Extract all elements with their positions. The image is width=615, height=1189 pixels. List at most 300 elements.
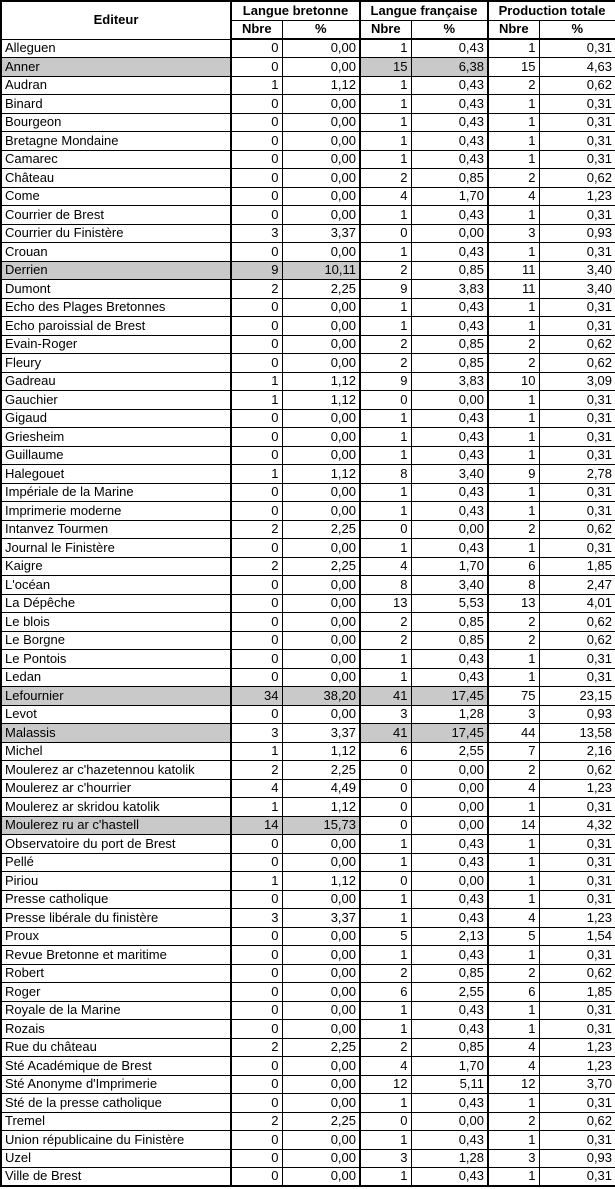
editor-cell: Sté Anonyme d'Imprimerie (1, 1075, 231, 1094)
francaise-nbre-cell: 1 (360, 1168, 411, 1187)
editor-cell: Imprimerie moderne (1, 502, 231, 521)
francaise-nbre-cell: 3 (360, 705, 411, 724)
francaise-nbre-cell: 2 (360, 1038, 411, 1057)
totale-nbre-cell: 1 (488, 1094, 539, 1113)
bretonne-nbre-cell: 0 (231, 483, 282, 502)
editor-cell: Roger (1, 983, 231, 1002)
bretonne-nbre-cell: 2 (231, 280, 282, 299)
table-row (1, 446, 615, 465)
table-row (1, 909, 615, 928)
table-row (1, 1131, 615, 1150)
francaise-nbre-cell: 1 (360, 946, 411, 965)
francaise-nbre-cell: 0 (360, 798, 411, 817)
column-header-totale-nbre: Nbre (488, 20, 539, 39)
table-row (1, 520, 615, 539)
table-row (1, 761, 615, 780)
bretonne-nbre-cell: 0 (231, 631, 282, 650)
bretonne-nbre-cell: 0 (231, 705, 282, 724)
totale-nbre-cell: 1 (488, 391, 539, 410)
editor-cell: Anner (1, 58, 231, 77)
table-row (1, 317, 615, 336)
table-row (1, 816, 615, 835)
francaise-pct-cell: 0,43 (411, 650, 488, 669)
column-header-bretonne-nbre: Nbre (231, 20, 282, 39)
totale-nbre-cell: 2 (488, 335, 539, 354)
bretonne-pct-cell: 2,25 (282, 280, 360, 299)
francaise-pct-cell: 0,43 (411, 39, 488, 58)
totale-pct-cell: 0,31 (539, 1020, 615, 1039)
francaise-pct-cell: 0,00 (411, 520, 488, 539)
editor-cell: Evain-Roger (1, 335, 231, 354)
editor-cell: Courrier de Brest (1, 206, 231, 225)
table-row (1, 280, 615, 299)
totale-nbre-cell: 1 (488, 1001, 539, 1020)
bretonne-pct-cell: 0,00 (282, 1057, 360, 1076)
totale-pct-cell: 0,31 (539, 853, 615, 872)
editor-cell: Camarec (1, 150, 231, 169)
table-row (1, 983, 615, 1002)
francaise-pct-cell: 0,00 (411, 1112, 488, 1131)
francaise-pct-cell: 0,00 (411, 761, 488, 780)
bretonne-pct-cell: 0,00 (282, 1131, 360, 1150)
bretonne-nbre-cell: 0 (231, 1001, 282, 1020)
totale-nbre-cell: 2 (488, 354, 539, 373)
francaise-nbre-cell: 1 (360, 317, 411, 336)
francaise-pct-cell: 3,40 (411, 576, 488, 595)
francaise-nbre-cell: 3 (360, 1149, 411, 1168)
totale-nbre-cell: 4 (488, 1038, 539, 1057)
francaise-nbre-cell: 1 (360, 39, 411, 58)
bretonne-pct-cell: 1,12 (282, 76, 360, 95)
francaise-nbre-cell: 1 (360, 909, 411, 928)
table-row (1, 1020, 615, 1039)
bretonne-nbre-cell: 0 (231, 1149, 282, 1168)
table-row (1, 946, 615, 965)
francaise-pct-cell: 0,00 (411, 779, 488, 798)
table-row (1, 835, 615, 854)
totale-nbre-cell: 11 (488, 261, 539, 280)
bretonne-pct-cell: 0,00 (282, 446, 360, 465)
francaise-nbre-cell: 1 (360, 150, 411, 169)
francaise-pct-cell: 1,28 (411, 1149, 488, 1168)
bretonne-nbre-cell: 1 (231, 872, 282, 891)
editor-cell: Griesheim (1, 428, 231, 447)
francaise-nbre-cell: 1 (360, 890, 411, 909)
totale-pct-cell: 0,31 (539, 539, 615, 558)
table-row (1, 465, 615, 484)
editor-cell: Rue du château (1, 1038, 231, 1057)
totale-nbre-cell: 13 (488, 594, 539, 613)
bretonne-nbre-cell: 0 (231, 594, 282, 613)
bretonne-pct-cell: 1,12 (282, 742, 360, 761)
bretonne-nbre-cell: 0 (231, 502, 282, 521)
francaise-pct-cell: 0,85 (411, 1038, 488, 1057)
bretonne-nbre-cell: 1 (231, 742, 282, 761)
bretonne-nbre-cell: 0 (231, 1020, 282, 1039)
editor-cell: Courrier du Finistère (1, 224, 231, 243)
totale-pct-cell: 0,31 (539, 650, 615, 669)
totale-pct-cell: 1,23 (539, 1057, 615, 1076)
francaise-nbre-cell: 1 (360, 95, 411, 114)
francaise-nbre-cell: 1 (360, 1094, 411, 1113)
totale-pct-cell: 0,62 (539, 613, 615, 632)
totale-pct-cell: 0,31 (539, 1094, 615, 1113)
bretonne-nbre-cell: 0 (231, 169, 282, 188)
francaise-nbre-cell: 41 (360, 724, 411, 743)
francaise-nbre-cell: 1 (360, 132, 411, 151)
totale-pct-cell: 0,31 (539, 39, 615, 58)
table-row (1, 631, 615, 650)
table-row (1, 409, 615, 428)
francaise-nbre-cell: 9 (360, 372, 411, 391)
francaise-nbre-cell: 1 (360, 409, 411, 428)
bretonne-pct-cell: 0,00 (282, 243, 360, 262)
francaise-nbre-cell: 6 (360, 983, 411, 1002)
francaise-pct-cell: 0,85 (411, 335, 488, 354)
totale-pct-cell: 0,62 (539, 631, 615, 650)
bretonne-pct-cell: 0,00 (282, 927, 360, 946)
bretonne-pct-cell: 0,00 (282, 539, 360, 558)
editor-cell: Château (1, 169, 231, 188)
francaise-nbre-cell: 0 (360, 761, 411, 780)
bretonne-nbre-cell: 0 (231, 613, 282, 632)
table-row (1, 668, 615, 687)
francaise-pct-cell: 6,38 (411, 58, 488, 77)
editor-cell: Pellé (1, 853, 231, 872)
table-row (1, 927, 615, 946)
bretonne-nbre-cell: 0 (231, 39, 282, 58)
editor-cell: Presse catholique (1, 890, 231, 909)
totale-pct-cell: 0,31 (539, 1131, 615, 1150)
francaise-nbre-cell: 1 (360, 502, 411, 521)
bretonne-pct-cell: 0,00 (282, 631, 360, 650)
francaise-nbre-cell: 1 (360, 206, 411, 225)
totale-nbre-cell: 2 (488, 631, 539, 650)
totale-pct-cell: 0,93 (539, 224, 615, 243)
bretonne-pct-cell: 0,00 (282, 132, 360, 151)
totale-pct-cell: 0,31 (539, 298, 615, 317)
francaise-pct-cell: 0,43 (411, 1001, 488, 1020)
francaise-pct-cell: 0,00 (411, 798, 488, 817)
column-group-langue-francaise: Langue française (360, 1, 488, 20)
totale-nbre-cell: 4 (488, 779, 539, 798)
totale-nbre-cell: 1 (488, 798, 539, 817)
francaise-pct-cell: 0,43 (411, 853, 488, 872)
editor-cell: Robert (1, 964, 231, 983)
editor-cell: Come (1, 187, 231, 206)
bretonne-pct-cell: 0,00 (282, 613, 360, 632)
francaise-nbre-cell: 1 (360, 113, 411, 132)
table-row (1, 206, 615, 225)
bretonne-pct-cell: 1,12 (282, 372, 360, 391)
totale-pct-cell: 0,62 (539, 761, 615, 780)
editor-cell: Malassis (1, 724, 231, 743)
bretonne-nbre-cell: 2 (231, 761, 282, 780)
editor-cell: Revue Bretonne et maritime (1, 946, 231, 965)
francaise-nbre-cell: 2 (360, 335, 411, 354)
table-row (1, 187, 615, 206)
totale-pct-cell: 0,31 (539, 835, 615, 854)
bretonne-pct-cell: 0,00 (282, 428, 360, 447)
bretonne-pct-cell: 0,00 (282, 354, 360, 373)
francaise-nbre-cell: 2 (360, 354, 411, 373)
francaise-pct-cell: 0,43 (411, 835, 488, 854)
totale-pct-cell: 0,62 (539, 1112, 615, 1131)
francaise-pct-cell: 0,43 (411, 132, 488, 151)
table-row (1, 502, 615, 521)
totale-nbre-cell: 1 (488, 95, 539, 114)
bretonne-nbre-cell: 0 (231, 927, 282, 946)
bretonne-nbre-cell: 0 (231, 243, 282, 262)
francaise-nbre-cell: 1 (360, 446, 411, 465)
bretonne-pct-cell: 0,00 (282, 150, 360, 169)
totale-nbre-cell: 1 (488, 150, 539, 169)
totale-nbre-cell: 1 (488, 668, 539, 687)
francaise-nbre-cell: 1 (360, 668, 411, 687)
table-row (1, 1094, 615, 1113)
totale-pct-cell: 4,01 (539, 594, 615, 613)
editor-cell: Ledan (1, 668, 231, 687)
bretonne-pct-cell: 38,20 (282, 687, 360, 706)
totale-nbre-cell: 1 (488, 298, 539, 317)
totale-nbre-cell: 2 (488, 1112, 539, 1131)
francaise-nbre-cell: 0 (360, 391, 411, 410)
totale-pct-cell: 0,31 (539, 502, 615, 521)
totale-pct-cell: 3,09 (539, 372, 615, 391)
bretonne-nbre-cell: 3 (231, 909, 282, 928)
totale-nbre-cell: 2 (488, 964, 539, 983)
francaise-pct-cell: 3,83 (411, 280, 488, 299)
editor-cell: Proux (1, 927, 231, 946)
francaise-nbre-cell: 9 (360, 280, 411, 299)
francaise-nbre-cell: 41 (360, 687, 411, 706)
totale-nbre-cell: 6 (488, 557, 539, 576)
totale-pct-cell: 3,40 (539, 280, 615, 299)
francaise-pct-cell: 0,85 (411, 613, 488, 632)
totale-nbre-cell: 1 (488, 206, 539, 225)
table-row (1, 224, 615, 243)
bretonne-pct-cell: 1,12 (282, 391, 360, 410)
editor-cell: Lefournier (1, 687, 231, 706)
totale-pct-cell: 23,15 (539, 687, 615, 706)
francaise-nbre-cell: 1 (360, 1131, 411, 1150)
francaise-nbre-cell: 2 (360, 613, 411, 632)
totale-nbre-cell: 1 (488, 835, 539, 854)
bretonne-nbre-cell: 0 (231, 1057, 282, 1076)
totale-pct-cell: 2,78 (539, 465, 615, 484)
totale-nbre-cell: 3 (488, 705, 539, 724)
table-row (1, 779, 615, 798)
totale-pct-cell: 0,31 (539, 150, 615, 169)
totale-nbre-cell: 2 (488, 169, 539, 188)
francaise-pct-cell: 0,43 (411, 539, 488, 558)
bretonne-nbre-cell: 2 (231, 1038, 282, 1057)
totale-pct-cell: 1,54 (539, 927, 615, 946)
francaise-pct-cell: 0,43 (411, 483, 488, 502)
bretonne-nbre-cell: 14 (231, 816, 282, 835)
francaise-nbre-cell: 1 (360, 1020, 411, 1039)
totale-pct-cell: 0,93 (539, 1149, 615, 1168)
francaise-pct-cell: 0,43 (411, 428, 488, 447)
totale-nbre-cell: 6 (488, 983, 539, 1002)
table-row (1, 539, 615, 558)
bretonne-nbre-cell: 0 (231, 539, 282, 558)
table-row (1, 483, 615, 502)
totale-nbre-cell: 1 (488, 446, 539, 465)
totale-pct-cell: 2,16 (539, 742, 615, 761)
table-row (1, 705, 615, 724)
totale-nbre-cell: 7 (488, 742, 539, 761)
totale-nbre-cell: 1 (488, 1131, 539, 1150)
table-row (1, 391, 615, 410)
bretonne-nbre-cell: 0 (231, 132, 282, 151)
totale-nbre-cell: 3 (488, 1149, 539, 1168)
totale-pct-cell: 1,23 (539, 909, 615, 928)
totale-pct-cell: 0,31 (539, 668, 615, 687)
bretonne-nbre-cell: 0 (231, 650, 282, 669)
bretonne-nbre-cell: 0 (231, 95, 282, 114)
totale-nbre-cell: 2 (488, 613, 539, 632)
francaise-pct-cell: 0,43 (411, 95, 488, 114)
table-row (1, 132, 615, 151)
editor-cell: Gigaud (1, 409, 231, 428)
editor-cell: Piriou (1, 872, 231, 891)
bretonne-pct-cell: 0,00 (282, 1149, 360, 1168)
bretonne-nbre-cell: 0 (231, 1075, 282, 1094)
editor-cell: Le Borgne (1, 631, 231, 650)
francaise-pct-cell: 0,43 (411, 298, 488, 317)
bretonne-nbre-cell: 0 (231, 354, 282, 373)
francaise-nbre-cell: 2 (360, 169, 411, 188)
francaise-pct-cell: 2,13 (411, 927, 488, 946)
table-row (1, 1038, 615, 1057)
editor-cell: Crouan (1, 243, 231, 262)
editor-cell: Levot (1, 705, 231, 724)
totale-pct-cell: 0,31 (539, 113, 615, 132)
francaise-nbre-cell: 0 (360, 779, 411, 798)
francaise-nbre-cell: 0 (360, 872, 411, 891)
totale-pct-cell: 0,31 (539, 890, 615, 909)
editor-cell: Halegouet (1, 465, 231, 484)
totale-nbre-cell: 11 (488, 280, 539, 299)
bretonne-nbre-cell: 3 (231, 224, 282, 243)
bretonne-nbre-cell: 0 (231, 853, 282, 872)
francaise-pct-cell: 0,43 (411, 409, 488, 428)
table-row (1, 576, 615, 595)
totale-nbre-cell: 1 (488, 132, 539, 151)
table-row (1, 557, 615, 576)
totale-nbre-cell: 1 (488, 502, 539, 521)
table-row (1, 428, 615, 447)
table-row (1, 243, 615, 262)
totale-nbre-cell: 4 (488, 909, 539, 928)
francaise-pct-cell: 0,43 (411, 946, 488, 965)
table-row (1, 1001, 615, 1020)
editor-cell: Michel (1, 742, 231, 761)
totale-pct-cell: 0,31 (539, 317, 615, 336)
bretonne-pct-cell: 0,00 (282, 964, 360, 983)
bretonne-pct-cell: 2,25 (282, 520, 360, 539)
bretonne-pct-cell: 0,00 (282, 1001, 360, 1020)
bretonne-nbre-cell: 0 (231, 946, 282, 965)
bretonne-pct-cell: 0,00 (282, 95, 360, 114)
francaise-pct-cell: 2,55 (411, 742, 488, 761)
table-row (1, 1075, 615, 1094)
francaise-pct-cell: 0,85 (411, 354, 488, 373)
bretonne-pct-cell: 2,25 (282, 1038, 360, 1057)
francaise-nbre-cell: 12 (360, 1075, 411, 1094)
totale-pct-cell: 1,23 (539, 187, 615, 206)
totale-nbre-cell: 2 (488, 761, 539, 780)
bretonne-pct-cell: 10,11 (282, 261, 360, 280)
bretonne-pct-cell: 15,73 (282, 816, 360, 835)
table-row (1, 872, 615, 891)
bretonne-nbre-cell: 0 (231, 1094, 282, 1113)
francaise-nbre-cell: 0 (360, 1112, 411, 1131)
francaise-nbre-cell: 4 (360, 557, 411, 576)
bretonne-nbre-cell: 9 (231, 261, 282, 280)
editor-cell: Uzel (1, 1149, 231, 1168)
editor-cell: Moulerez ar c'hazetennou katolik (1, 761, 231, 780)
francaise-pct-cell: 0,00 (411, 816, 488, 835)
column-header-francaise-pct: % (411, 20, 488, 39)
editor-cell: L'océan (1, 576, 231, 595)
bretonne-pct-cell: 0,00 (282, 1075, 360, 1094)
bretonne-nbre-cell: 1 (231, 76, 282, 95)
totale-nbre-cell: 4 (488, 1057, 539, 1076)
francaise-pct-cell: 0,43 (411, 668, 488, 687)
editor-cell: Le Pontois (1, 650, 231, 669)
totale-nbre-cell: 1 (488, 650, 539, 669)
francaise-pct-cell: 0,43 (411, 113, 488, 132)
bretonne-pct-cell: 0,00 (282, 890, 360, 909)
bretonne-pct-cell: 0,00 (282, 409, 360, 428)
francaise-nbre-cell: 1 (360, 76, 411, 95)
francaise-pct-cell: 0,00 (411, 391, 488, 410)
totale-nbre-cell: 1 (488, 113, 539, 132)
table-row (1, 853, 615, 872)
bretonne-nbre-cell: 4 (231, 779, 282, 798)
bretonne-pct-cell: 1,12 (282, 872, 360, 891)
francaise-nbre-cell: 2 (360, 964, 411, 983)
bretonne-pct-cell: 3,37 (282, 724, 360, 743)
bretonne-pct-cell: 1,12 (282, 798, 360, 817)
francaise-nbre-cell: 4 (360, 187, 411, 206)
editor-cell: Le blois (1, 613, 231, 632)
bretonne-nbre-cell: 1 (231, 391, 282, 410)
bretonne-pct-cell: 2,25 (282, 557, 360, 576)
francaise-nbre-cell: 6 (360, 742, 411, 761)
totale-nbre-cell: 8 (488, 576, 539, 595)
bretonne-nbre-cell: 2 (231, 1112, 282, 1131)
bretonne-pct-cell: 3,37 (282, 224, 360, 243)
francaise-nbre-cell: 0 (360, 816, 411, 835)
totale-nbre-cell: 14 (488, 816, 539, 835)
editor-cell: Royale de la Marine (1, 1001, 231, 1020)
totale-nbre-cell: 1 (488, 872, 539, 891)
editor-cell: Derrien (1, 261, 231, 280)
bretonne-nbre-cell: 0 (231, 446, 282, 465)
bretonne-pct-cell: 0,00 (282, 983, 360, 1002)
table-body (1, 39, 615, 1186)
bretonne-pct-cell: 0,00 (282, 853, 360, 872)
totale-nbre-cell: 1 (488, 1020, 539, 1039)
bretonne-pct-cell: 0,00 (282, 705, 360, 724)
bretonne-pct-cell: 0,00 (282, 1094, 360, 1113)
editor-cell: Moulerez ru ar c'hastell (1, 816, 231, 835)
totale-pct-cell: 0,31 (539, 872, 615, 891)
francaise-pct-cell: 0,43 (411, 206, 488, 225)
